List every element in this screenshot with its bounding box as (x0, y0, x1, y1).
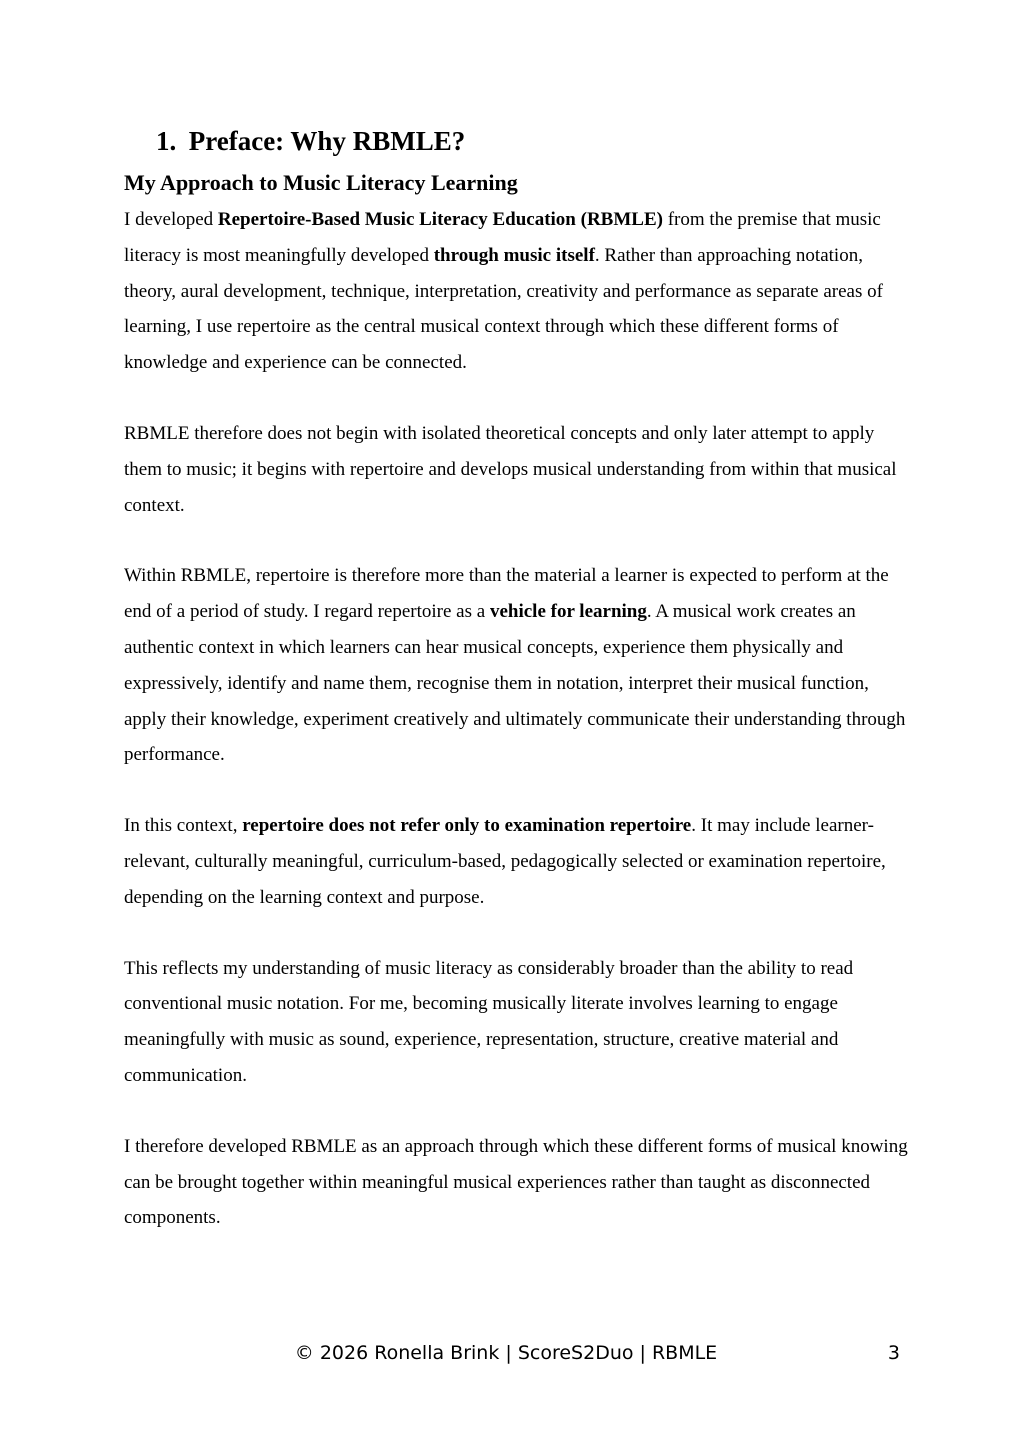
paragraph-text: from the premise that music literacy is most meaningfully developed (124, 209, 881, 266)
body-paragraph (124, 808, 910, 915)
body-paragraph (124, 1129, 910, 1236)
bold-text: vehicle for learning (489, 601, 647, 623)
body-paragraph (124, 951, 910, 1094)
subheading: My Approach to Music Literacy Learning (124, 170, 518, 195)
section-heading (156, 118, 910, 164)
paragraph-text: I developed (124, 209, 218, 230)
paragraph-text: I therefore developed RBMLE as an approach through which these different forms of musical knowing can be brought together within meaningful musical experiences rather than taught as disconnected components. (124, 1135, 908, 1229)
body-paragraph (124, 416, 910, 523)
paragraph-text: RBMLE therefore does not begin with isolated theoretical concepts and only later attempt to apply them to music; it begins with repertoire and develops musical understanding from within that musical context. (124, 422, 897, 516)
body-paragraph (124, 558, 910, 773)
paragraph-text: Within RBMLE, repertoire is therefore more than the material a learner is expected to perform at the end of a period of study. I regard repertoire as a (124, 565, 889, 623)
bold-text: through music itself (433, 244, 595, 266)
bold-text: repertoire does not refer only to examination repertoire (242, 815, 692, 837)
paragraph-text: This reflects my understanding of music literacy as considerably broader than the ability to read conventional music notation. For me, becoming musically literate involves learning to engage meaningfully with music as sound, experience, representation, structure, creative material and communication. (124, 957, 854, 1086)
footer-copyright: © 2026 Ronella Brink | ScoreS2Duo | RBMLE (294, 1342, 718, 1364)
page-footer (0, 1338, 1024, 1368)
bold-text: Repertoire-Based Music Literacy Education (RBMLE) (217, 209, 663, 230)
page-content (124, 118, 910, 1271)
paragraph-text: . A musical work creates an authentic context in which learners can hear musical concepts, experience them physically and expressively, identify and name them, recognise them in notation, interpret their musical function, apply their knowledge, experiment creatively and ultimately communicate their understanding through performance. (124, 601, 906, 766)
body-paragraph (124, 202, 910, 381)
section-title: Preface: Why RBMLE? (188, 126, 466, 156)
body-text (124, 202, 910, 1236)
paragraph-text: In this context, (124, 815, 243, 837)
paragraph-text: . It may include learner-relevant, culturally meaningful, curriculum-based, pedagogically selected or examination repertoire, depending on the learning context and purpose. (124, 815, 886, 908)
page-number: 3 (887, 1342, 900, 1364)
paragraph-text: . Rather than approaching notation, theory, aural development, technique, interpretation, creativity and performance as separate areas of learning, I use repertoire as the central musical context through which these different forms of knowledge and experience can be connected. (124, 244, 883, 374)
section-number: 1. (156, 126, 177, 156)
